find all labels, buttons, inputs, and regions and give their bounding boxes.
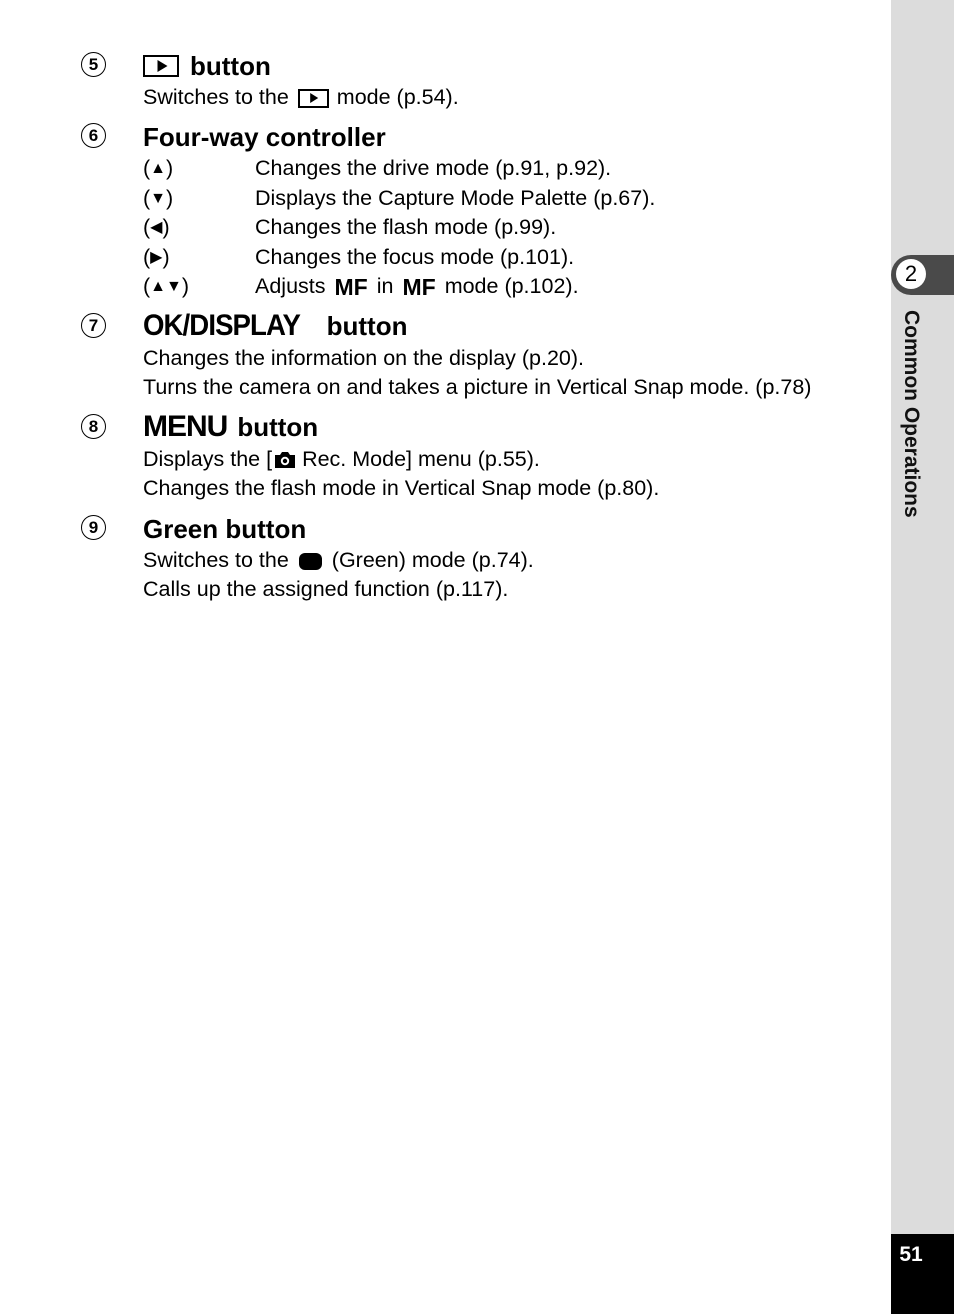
controller-desc-down: Displays the Capture Mode Palette (p.67). (255, 186, 656, 211)
green-desc-line-1: Switches to the (Green) mode (p.74). (143, 548, 534, 573)
controller-key-left: ( ◀ ) (143, 215, 170, 240)
left-arrow-icon: ◀ (150, 219, 163, 236)
up-down-arrow-icon: ▲▼ (150, 278, 182, 295)
menu-desc-line-2: Changes the flash mode in Vertical Snap mode (p.80). (143, 476, 660, 501)
item-number-6: 6 (81, 123, 106, 148)
down-arrow-icon: ▼ (150, 190, 167, 207)
mf-symbol: MF (402, 273, 436, 300)
item-number-7: 7 (81, 313, 106, 338)
ok-display-desc-line-2: Turns the camera on and takes a picture in Vertical Snap mode. (p.78) (143, 375, 812, 400)
green-desc-line-2: Calls up the assigned function (p.117). (143, 577, 509, 602)
controller-desc-up: Changes the drive mode (p.91, p.92). (255, 156, 612, 181)
green-mode-icon (299, 553, 322, 570)
chapter-title: Common Operations (900, 310, 923, 518)
chapter-number: 2 (896, 259, 926, 289)
playback-button-heading (143, 52, 271, 80)
playback-desc-line (143, 87, 459, 109)
playback-icon (298, 89, 329, 108)
right-arrow-icon: ▶ (150, 249, 163, 266)
green-button-heading: Green button (143, 514, 307, 544)
mf-symbol: MF (334, 273, 368, 300)
item-number-8: 8 (81, 414, 106, 439)
menu-symbol: MENU (143, 410, 228, 443)
playback-icon (143, 55, 179, 77)
desc-text: Switches to the (143, 85, 289, 110)
ok-display-symbol: OK/DISPLAY (143, 309, 300, 342)
controller-desc-right: Changes the focus mode (p.101). (255, 245, 575, 270)
controller-key-up-down: ( ▲▼ ) (143, 274, 190, 299)
controller-desc-up-down: Adjusts MF in MF mode (p.102). (255, 273, 579, 300)
page-number: 51 (899, 1243, 923, 1266)
menu-desc-line-1: Displays the [ Rec. Mode] menu (p.55). (143, 447, 540, 472)
desc-text: mode (p.54). (336, 85, 459, 110)
controller-desc-left: Changes the flash mode (p.99). (255, 215, 557, 240)
controller-key-right: ( ▶ ) (143, 245, 170, 270)
chapter-sidebar (891, 0, 954, 1314)
menu-button-heading (143, 412, 318, 442)
ok-display-desc-line-1: Changes the information on the display (p.20). (143, 346, 585, 371)
heading-label: button (326, 311, 408, 341)
camera-icon (274, 451, 296, 469)
item-number-9: 9 (81, 515, 106, 540)
up-arrow-icon: ▲ (150, 160, 167, 177)
heading-label: button (190, 51, 271, 81)
heading-label: button (237, 412, 319, 442)
controller-key-down: ( ▼ ) (143, 186, 174, 211)
controller-key-up: ( ▲ ) (143, 156, 174, 181)
ok-display-button-heading (143, 311, 407, 341)
item-number-5: 5 (81, 52, 106, 77)
four-way-controller-heading: Four-way controller (143, 122, 386, 152)
